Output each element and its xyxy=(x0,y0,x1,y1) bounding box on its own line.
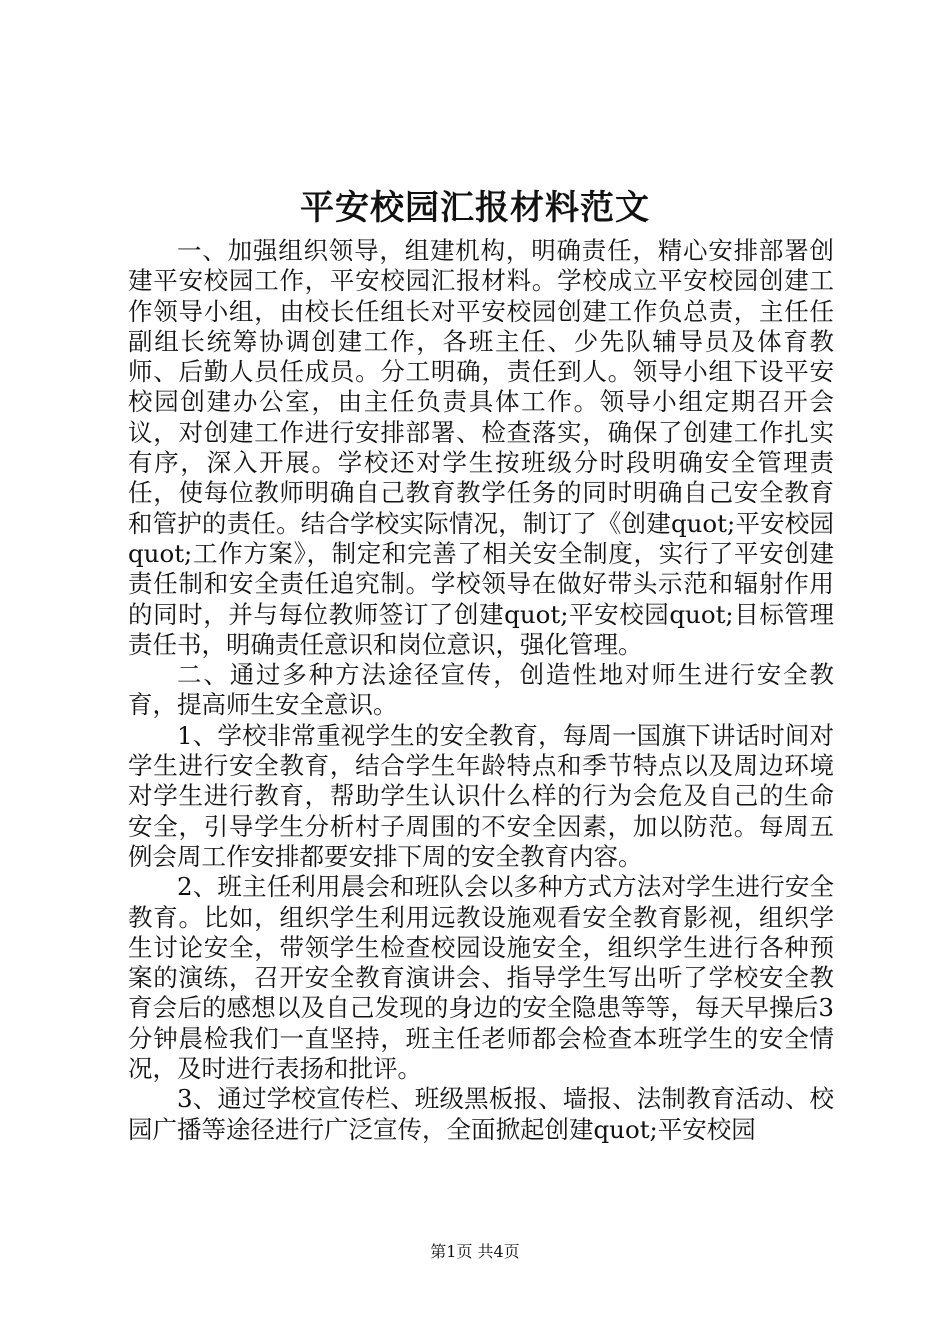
paragraph-3: 1、学校非常重视学生的安全教育，每周一国旗下讲话时间对学生进行安全教育，结合学生年龄特点和季节特点以及周边环境对学生进行教育，帮助学生认识什么样的行为会危及自己的生命安全，引导学生分析村子周围的不安全因素，加以防范。每周五例会周工作安排都要安排下周的安全教育内容。 xyxy=(128,720,834,871)
document-body xyxy=(128,236,834,1145)
paragraph-5: 3、通过学校宣传栏、班级黑板报、墙报、法制教育活动、校园广播等途径进行广泛宣传，全面掀起创建quot;平安校园 xyxy=(128,1084,834,1144)
paragraph-1: 一、加强组织领导，组建机构，明确责任，精心安排部署创建平安校园工作，平安校园汇报材料。学校成立平安校园创建工作领导小组，由校长任组长对平安校园创建工作负总责，主任任副组长统筹协调创建工作，各班主任、少先队辅导员及体育教师、后勤人员任成员。分工明确，责任到人。领导小组下设平安校园创建办公室，由主任负责具体工作。领导小组定期召开会议，对创建工作进行安排部署、检查落实，确保了创建工作扎实有序，深入开展。学校还对学生按班级分时段明确安全管理责任，使每位教师明确自己教育教学任务的同时明确自己安全教育和管护的责任。结合学校实际情况，制订了《创建quot;平安校园quot;工作方案》，制定和完善了相关安全制度，实行了平安创建责任制和安全责任追究制。学校领导在做好带头示范和辐射作用的同时，并与每位教师签订了创建quot;平安校园quot;目标管理责任书，明确责任意识和岗位意识，强化管理。 xyxy=(128,236,834,659)
paragraph-2: 二、通过多种方法途径宣传，创造性地对师生进行安全教育，提高师生安全意识。 xyxy=(128,660,834,720)
paragraph-4: 2、班主任利用晨会和班队会以多种方式方法对学生进行安全教育。比如，组织学生利用远教设施观看安全教育影视，组织学生讨论安全，带领学生检查校园设施安全，组织学生进行各种预案的演练，召开安全教育演讲会、指导学生写出听了学校安全教育会后的感想以及自己发现的身边的安全隐患等等，每天早操后3分钟晨检我们一直坚持，班主任老师都会检查本班学生的安全情况，及时进行表扬和批评。 xyxy=(128,872,834,1084)
page-number-footer: 第1页 共4页 xyxy=(430,1242,520,1261)
document-title: 平安校园汇报材料范文 xyxy=(300,188,650,228)
